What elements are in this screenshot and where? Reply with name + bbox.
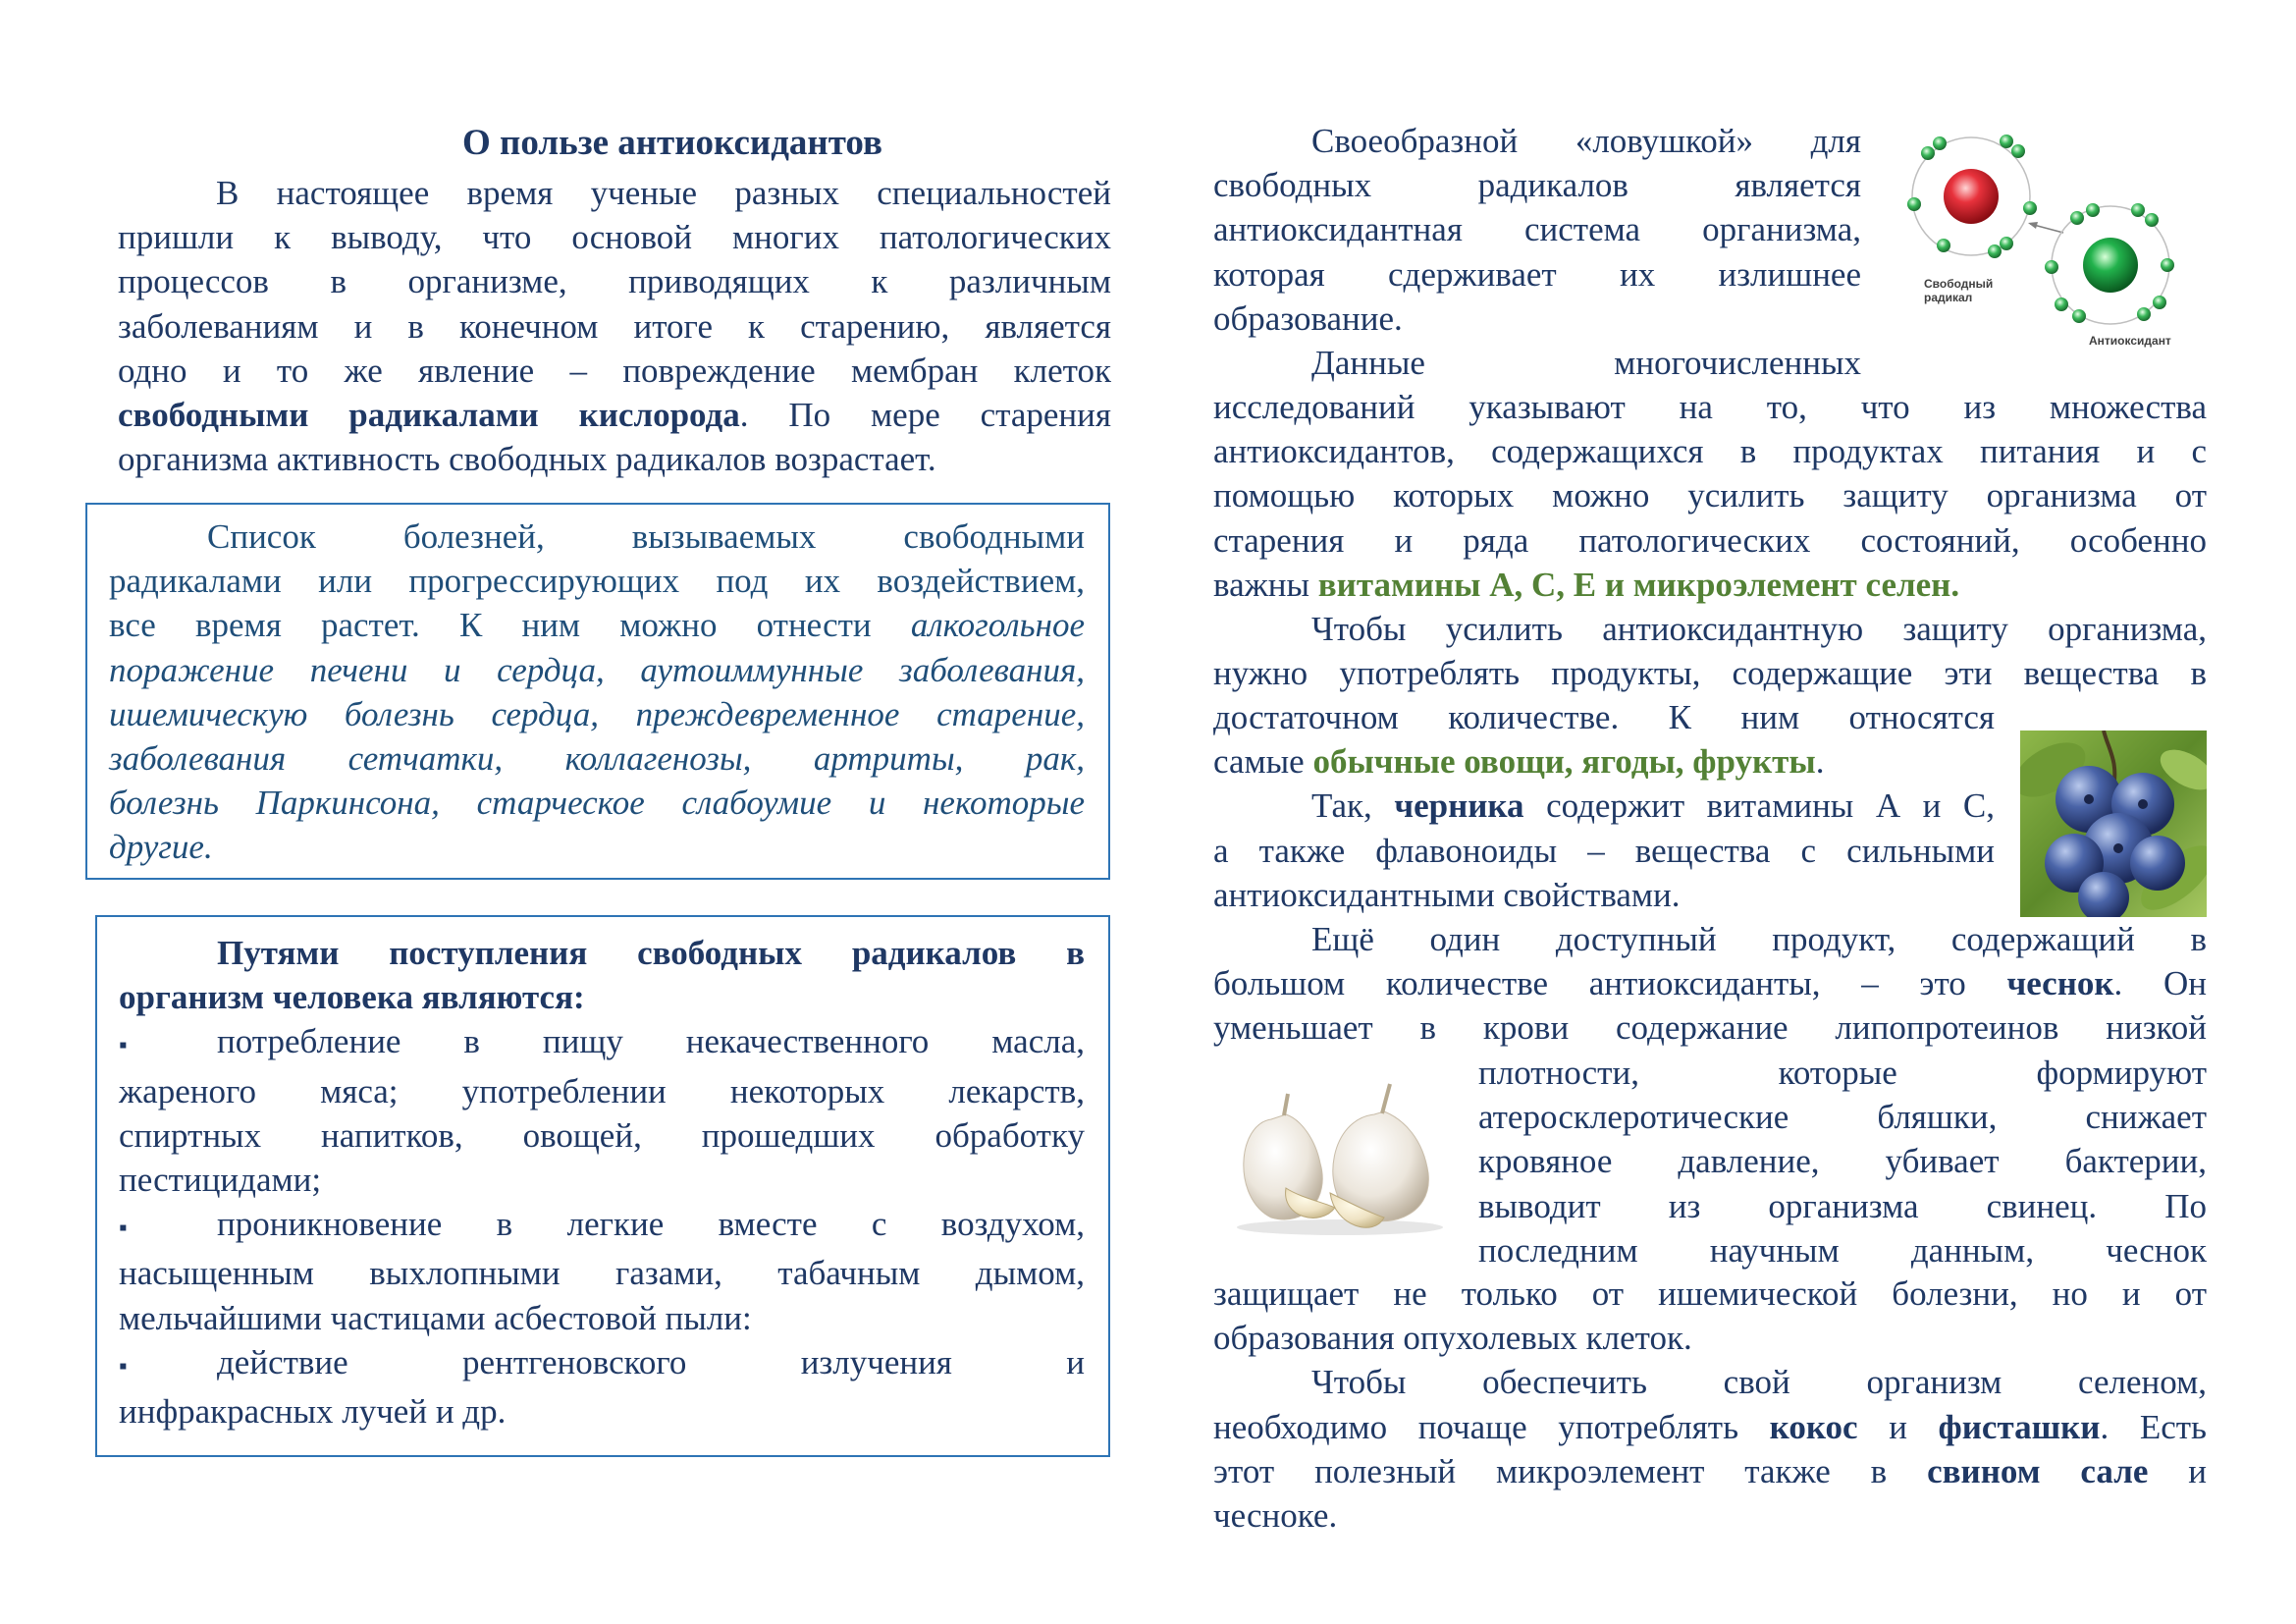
intro-text: . По мере старения — [739, 396, 1111, 435]
text: большом количестве антиоксиданты, – это — [1213, 964, 2007, 1003]
diseases-box — [85, 503, 1110, 880]
blueberry-paragraph — [1213, 695, 1995, 917]
trap-paragraph — [1213, 119, 1861, 385]
blueberry-term: черника — [1394, 786, 1524, 826]
intro-line: одно и то же явление – повреждение мембран клеток — [118, 351, 1111, 390]
text: важны — [1213, 565, 1318, 604]
text: этот полезный микроэлемент также в — [1213, 1451, 1928, 1490]
text-line — [1213, 563, 2207, 607]
diseases-text: все время растет. К ним можно отнести — [109, 606, 911, 645]
text-line: помощью которых можно усилить защиту организма от — [1213, 476, 2207, 515]
text: Так, — [1311, 786, 1395, 826]
sources-text: спиртных напитков, овощей, прошедших обработку — [119, 1115, 1085, 1155]
intro-bold-term: свободными радикалами кислорода — [118, 396, 740, 435]
text: и — [1857, 1407, 1939, 1446]
text: . Есть — [2100, 1407, 2207, 1446]
sources-item — [119, 1202, 1085, 1251]
sources-text: жареного мяса; употреблении некоторых лекарств, — [119, 1071, 1085, 1110]
text-line: образования опухолевых клеток. — [1213, 1319, 1692, 1358]
text-line — [1213, 961, 2207, 1005]
diseases-line: ишемическую болезнь сердца, преждевременное старение, — [109, 694, 1085, 733]
bullet-icon: ▪ — [119, 1353, 128, 1380]
pistachio-term: фисташки — [1938, 1407, 2101, 1446]
free-radical-label-line: Свободный — [1924, 277, 1994, 291]
selenium-paragraph — [1213, 1272, 2207, 1538]
text: . Он — [2113, 964, 2207, 1003]
diseases-line: болезнь Паркинсона, старческое слабоумие и некоторые — [109, 784, 1085, 823]
text-line: образование. — [1213, 298, 1403, 338]
sources-item — [119, 1340, 1085, 1389]
text-line: старения и ряда патологических состояний, особенно — [1213, 520, 2207, 560]
text: самые — [1213, 742, 1313, 782]
text-line: Данные многочисленных — [1311, 344, 1861, 383]
diseases-line — [109, 603, 1085, 647]
sources-text: мельчайшими частицами асбестовой пыли: — [119, 1298, 752, 1337]
text-line: Чтобы усилить антиоксидантную защиту организма, — [1311, 610, 2207, 649]
sources-box — [95, 915, 1110, 1457]
intro-line: организма активность свободных радикалов возрастает. — [118, 440, 936, 479]
text: и — [2148, 1451, 2207, 1490]
text-line: выводит из организма свинец. По — [1478, 1186, 2207, 1225]
text-line: которая сдерживает их излишнее — [1213, 254, 1861, 294]
diseases-line: радикалами или прогрессирующих под их воздействием, — [109, 562, 1085, 601]
vitamins-highlight: витамины А, С, Е и микроэлемент селен. — [1317, 565, 1960, 604]
sources-text: проникновение в легкие вместе с воздухом, — [217, 1205, 1085, 1244]
diseases-line: поражение печени и сердца, аутоиммунные заболевания, — [109, 650, 1085, 689]
text-line: исследований указывают на то, что из множества — [1213, 388, 2207, 426]
garlic-paragraph — [1213, 917, 2207, 1051]
text-line: защищает не только от ишемической болезни, но и от — [1213, 1274, 2207, 1313]
text-line: атеросклеротические бляшки, снижает — [1478, 1098, 2207, 1137]
intro-line: заболеваниям и в конечном итоге к старению, является — [118, 306, 1111, 346]
diseases-line: другие. — [109, 828, 213, 867]
garlic-term: чеснок — [2006, 964, 2114, 1003]
intro-line: процессов в организме, приводящих к различным — [118, 262, 1111, 301]
sources-text: действие рентгеновского излучения и — [217, 1342, 1085, 1381]
free-radical-icon — [1907, 135, 2037, 258]
text: содержит витамины А и С, — [1523, 786, 1995, 826]
text-line: плотности, которые формируют — [1478, 1054, 2207, 1092]
text: необходимо почаще употреблять — [1213, 1407, 1770, 1446]
text-line: Чтобы обеспечить свой организм селеном, — [1311, 1363, 2207, 1402]
antioxidant-diagram — [1893, 120, 2187, 353]
garlic-wrap — [1478, 1051, 2207, 1272]
sources-heading: Путями поступления свободных радикалов в — [217, 934, 1085, 972]
sources-item — [119, 1019, 1085, 1068]
text-line: свободных радикалов является — [1213, 166, 1861, 205]
diseases-line: заболевания сетчатки, коллагенозы, артриты, рак, — [109, 739, 1085, 779]
blueberry-image — [2020, 731, 2207, 917]
bullet-icon: ▪ — [119, 1216, 128, 1242]
coconut-term: кокос — [1769, 1407, 1858, 1446]
text-line: антиоксидантными свойствами. — [1213, 875, 1681, 914]
diseases-line: Список болезней, вызываемых свободными — [207, 517, 1085, 556]
text: . — [1815, 742, 1825, 782]
foods-highlight: обычные овощи, ягоды, фрукты — [1312, 742, 1816, 782]
text-line: достаточном количестве. К ним относятся — [1213, 698, 1995, 736]
page-title: О пользе антиоксидантов — [462, 123, 882, 163]
text-line: нужно употреблять продукты, содержащие эти вещества в — [1213, 654, 2207, 693]
text-line: а также флавоноиды – вещества с сильными — [1213, 831, 1995, 870]
diseases-italic: алкогольное — [910, 606, 1085, 645]
arrow-icon — [2028, 222, 2063, 233]
free-radical-label-line: радикал — [1924, 291, 1973, 304]
text-line — [1213, 784, 1995, 828]
sources-text: инфракрасных лучей и др. — [119, 1392, 507, 1432]
text-line: уменьшает в крови содержание липопротеинов низкой — [1213, 1008, 2207, 1048]
text-line: Своеобразной «ловушкой» для — [1311, 122, 1861, 160]
intro-line: В настоящее время ученые разных специальностей — [216, 174, 1111, 212]
intro-paragraph — [118, 171, 1111, 481]
antioxidant-icon — [2045, 203, 2174, 324]
free-radical-label — [1924, 277, 1993, 304]
text-line: антиоксидантная система организма, — [1213, 210, 1861, 249]
text-line: антиоксидантов, содержащихся в продуктах питания и с — [1213, 432, 2207, 471]
sources-text: пестицидами; — [119, 1161, 322, 1200]
text-line — [1213, 1405, 2207, 1449]
garlic-image — [1227, 1080, 1453, 1237]
research-paragraph — [1213, 385, 2207, 695]
sources-heading: организм человека являются: — [119, 978, 585, 1017]
bullet-icon: ▪ — [119, 1033, 128, 1059]
antioxidant-label: Антиоксидант — [2089, 334, 2171, 348]
text-line — [1213, 1449, 2207, 1493]
text-line — [1213, 739, 1995, 784]
lard-term: свином сале — [1927, 1451, 2149, 1490]
text-line: кровяное давление, убивает бактерии, — [1478, 1142, 2207, 1181]
intro-line — [118, 393, 1111, 437]
text-line: Ещё один доступный продукт, содержащий в — [1311, 920, 2207, 958]
sources-text: потребление в пищу некачественного масла, — [217, 1022, 1085, 1061]
sources-text: насыщенным выхлопными газами, табачным дымом, — [119, 1254, 1085, 1293]
intro-line: пришли к выводу, что основой многих патологических — [118, 218, 1111, 257]
text-line: последним научным данным, чеснок — [1478, 1230, 2207, 1270]
text-line: чесноке. — [1213, 1496, 1338, 1536]
